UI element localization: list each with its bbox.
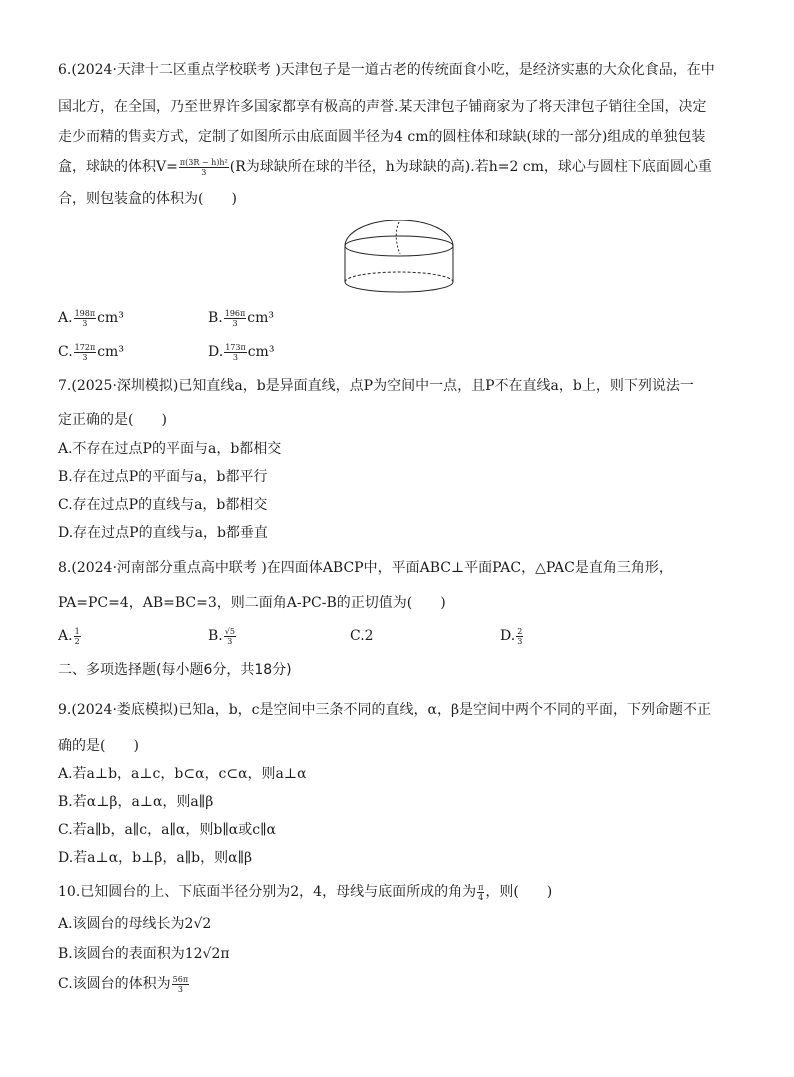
spherical-cap-arc [345,220,453,246]
q6-line4-prefix: 盒，球缺的体积V= [58,159,178,175]
q6-text-line5: 合，则包装盒的体积为( ) [58,191,237,207]
option-letter: B. [208,310,223,326]
fraction-numerator: 172π [74,342,96,352]
fraction-numerator: √5 [224,626,235,636]
option-letter: D. [500,628,516,644]
option-fraction [224,309,247,328]
q6-option-b[interactable] [208,308,274,328]
fraction-numerator: 196π [224,308,246,318]
option-letter: A. [58,628,73,644]
q6-text-line4 [58,157,712,177]
option-letter: A. [58,310,73,326]
q8-text-line2: PA=PC=4，AB=BC=3，则二面角A-PC-B的正切值为( ) [58,595,446,611]
cap-inner-curve [396,222,400,254]
q9-option-b[interactable]: B.若α⊥β，a⊥α，则a∥β [58,794,214,810]
q8-text-line1: 8.(2024·河南部分重点高中联考 )在四面体ABCP中，平面ABC⊥平面PAC，△PAC是直角三角形， [58,560,673,576]
q10-text-line1 [58,882,552,902]
q6-option-c[interactable] [58,342,124,362]
q7-text-line2: 定正确的是( ) [58,412,167,428]
q9-text-line1: 9.(2024·娄底模拟)已知a，b，c是空间中三条不同的直线，α，β是空间中两个不同的平面，下列命题不正 [58,702,712,718]
fraction-denominator: 3 [82,318,88,328]
cylinder-with-cap-figure [340,220,458,298]
q7-text-line1: 7.(2025·深圳模拟)已知直线a，b是异面直线，点P为空间中一点，且P不在直线a，b上，则下列说法一 [58,378,694,394]
q6-text-line3: 走少而精的售卖方式，定制了如图所示由底面圆半径为4 cm的圆柱体和球缺(球的一部分)组成的单独包装 [58,129,706,145]
q8-option-d[interactable] [500,626,524,646]
option-fraction [224,627,236,646]
q10-option-a[interactable]: A.该圆台的母线长为2√2 [58,916,212,932]
q8-option-c[interactable]: C.2 [350,628,374,644]
option-letter: D. [208,344,224,360]
cylinder-bottom-front [345,282,453,292]
option-fraction [74,627,81,646]
fraction-denominator: 2 [74,636,80,646]
q9-text-line2: 确的是( ) [58,738,139,754]
q7-option-b[interactable]: B.存在过点P的平面与a，b都平行 [58,469,268,485]
formula-denominator: 3 [201,167,207,177]
fraction-denominator: 3 [517,636,523,646]
fraction-numerator: 56π [172,974,189,984]
fraction-numerator: 173π [225,342,246,352]
cylinder-top-ellipse [345,236,453,256]
option-unit: cm³ [247,344,275,360]
fraction-numerator: 2 [517,626,523,636]
formula-numerator: π(3R − h)h² [179,157,228,167]
q10-line1-prefix: 10.已知圆台的上、下底面半径分别为2，4，母线与底面所成的角为 [58,884,477,900]
option-unit: cm³ [97,344,124,360]
q6-text-line2: 国北方，在全国，乃至世界许多国家都享有极高的声誉.某天津包子铺商家为了将天津包子销往全国，决定 [58,99,707,115]
fraction-numerator: 1 [74,626,80,636]
q6-line4-suffix: (R为球缺所在球的半径，h为球缺的高).若h=2 cm，球心与圆柱下底面圆心重 [229,159,712,175]
q6-text-line1: 6.(2024·天津十二区重点学校联考 )天津包子是一道古老的传统面食小吃，是经济实惠的大众化食品，在中 [58,62,715,78]
q8-option-a[interactable] [58,626,82,646]
q10-option-c[interactable] [58,974,190,994]
fraction-numerator: π [478,882,484,892]
q8-option-b[interactable] [208,626,237,646]
option-unit: cm³ [247,310,275,326]
q7-option-a[interactable]: A.不存在过点P的平面与a，b都相交 [58,441,282,457]
q10-line1-suffix: ，则( ) [485,884,553,900]
q7-option-d[interactable]: D.存在过点P的直线与a，b都垂直 [58,525,268,541]
q9-option-d[interactable]: D.若a⊥α，b⊥β，a∥b，则α∥β [58,850,253,866]
option-fraction [74,309,97,328]
option-letter: B. [208,628,223,644]
fraction-denominator: 3 [177,984,183,994]
option-letter: C. [58,344,73,360]
q10-option-b[interactable]: B.该圆台的表面积为12√2π [58,946,230,962]
fraction-denominator: 3 [232,352,238,362]
q6-volume-formula [179,158,229,177]
fraction-denominator: 3 [232,318,238,328]
option-text: C.该圆台的体积为 [58,976,171,992]
fraction-denominator: 3 [82,352,88,362]
q7-option-c[interactable]: C.存在过点P的直线与a，b都相交 [58,497,268,513]
fraction-denominator: 3 [227,636,233,646]
cylinder-bottom-back [345,272,453,282]
q6-option-a[interactable] [58,308,124,328]
fraction-numerator: 198π [74,308,96,318]
q6-option-d[interactable] [208,342,274,362]
option-fraction [172,975,189,994]
q9-option-c[interactable]: C.若a∥b，a∥c，a∥α，则b∥α或c∥α [58,822,277,838]
option-fraction [516,627,523,646]
option-unit: cm³ [97,310,124,326]
option-fraction [224,343,247,362]
q10-angle-fraction [477,883,484,902]
fraction-denominator: 4 [478,892,484,902]
section-2-heading: 二、多项选择题(每小题6分，共18分) [58,662,292,678]
q9-option-a[interactable]: A.若a⊥b，a⊥c，b⊂α，c⊂α，则a⊥α [58,766,307,782]
option-fraction [74,343,97,362]
